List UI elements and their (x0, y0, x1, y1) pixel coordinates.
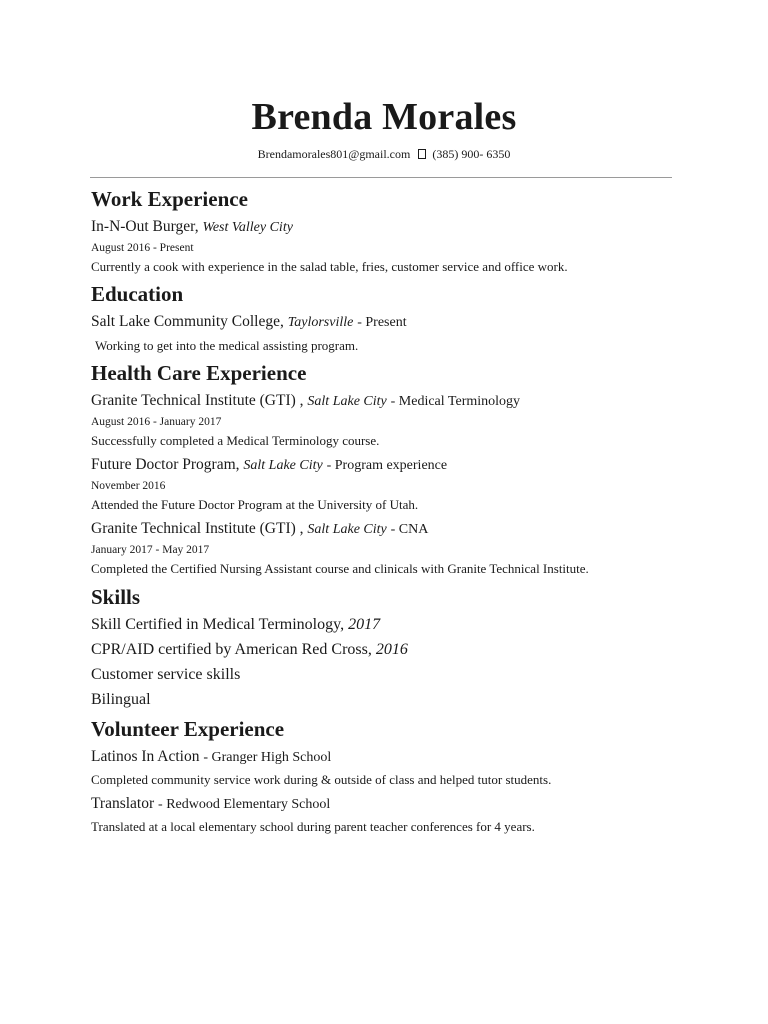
section-heading: Skills (91, 585, 141, 609)
health-entry-title (91, 390, 691, 412)
job-title: In-N-Out Burger, (91, 218, 199, 235)
school-suffix: - Present (357, 315, 407, 330)
entry-title: Translator (91, 795, 155, 812)
entry-description: Successfully completed a Medical Terminology course. (91, 433, 380, 448)
skill-text: Customer service skills (91, 666, 241, 683)
entry-suffix: - CNA (390, 522, 429, 537)
health-entry-title (91, 518, 691, 540)
entry-suffix: - Medical Terminology (390, 394, 521, 409)
skill-text: Bilingual (91, 691, 151, 708)
entry-title: Granite Technical Institute (GTI) , (91, 520, 304, 537)
entry-dates: November 2016 (91, 480, 166, 492)
entry-title: Granite Technical Institute (GTI) , (91, 392, 304, 409)
skill-text: CPR/AID certified by American Red Cross, (91, 641, 372, 658)
entry-suffix: - Program experience (326, 458, 448, 473)
school-line (91, 311, 691, 333)
skill-text: Skill Certified in Medical Terminology, (91, 616, 345, 633)
skill-year: 2016 (375, 641, 408, 658)
email-text: Brendamorales801@gmail.com (257, 147, 411, 161)
entry-dates: January 2017 - May 2017 (91, 544, 210, 556)
skill-item (91, 612, 691, 637)
section-work-experience (91, 186, 691, 277)
entry-dates: August 2016 - January 2017 (91, 416, 222, 428)
entry-suffix: - Redwood Elementary School (158, 797, 331, 812)
entry-location: Salt Lake City (307, 522, 387, 537)
entry-location: Salt Lake City (307, 394, 387, 409)
entry-suffix: - Granger High School (203, 750, 332, 765)
contact-line (0, 146, 768, 162)
skill-year: 2017 (348, 616, 381, 633)
entry-location: Salt Lake City (243, 458, 323, 473)
skill-item (91, 662, 691, 687)
section-volunteer (91, 716, 691, 837)
section-heading: Education (91, 282, 184, 306)
job-location: West Valley City (202, 220, 293, 235)
entry-description: Completed community service work during & outside of class and helped tutor students. (91, 772, 552, 787)
section-heading: Health Care Experience (91, 361, 307, 385)
volunteer-entry-title (91, 746, 691, 768)
candidate-name: Brenda Morales (251, 96, 517, 138)
entry-description: Translated at a local elementary school during parent teacher conferences for 4 years. (91, 819, 535, 834)
section-heading: Volunteer Experience (91, 717, 285, 741)
job-description: Currently a cook with experience in the salad table, fries, customer service and office work. (91, 259, 568, 274)
volunteer-entry-title (91, 793, 691, 815)
phone-text: (385) 900- 6350 (432, 147, 511, 161)
skill-item (91, 687, 691, 712)
section-health-care (91, 360, 691, 579)
education-description: Working to get into the medical assisting program. (95, 338, 359, 353)
resume-content (91, 186, 691, 837)
header-divider (90, 177, 672, 178)
health-entry-title (91, 454, 691, 476)
entry-description: Attended the Future Doctor Program at the University of Utah. (91, 497, 419, 512)
section-heading: Work Experience (91, 187, 248, 211)
entry-title: Future Doctor Program, (91, 456, 240, 473)
skill-item (91, 637, 691, 662)
section-skills (91, 584, 691, 712)
school-name: Salt Lake Community College, (91, 313, 284, 330)
entry-description: Completed the Certified Nursing Assistant course and clinicals with Granite Technical Institute. (91, 561, 589, 576)
separator-box-icon (418, 149, 426, 159)
section-education (91, 281, 691, 356)
job-dates: August 2016 - Present (91, 242, 194, 254)
school-location: Taylorsville (287, 315, 354, 330)
entry-title: Latinos In Action (91, 748, 200, 765)
job-title-line (91, 216, 691, 238)
